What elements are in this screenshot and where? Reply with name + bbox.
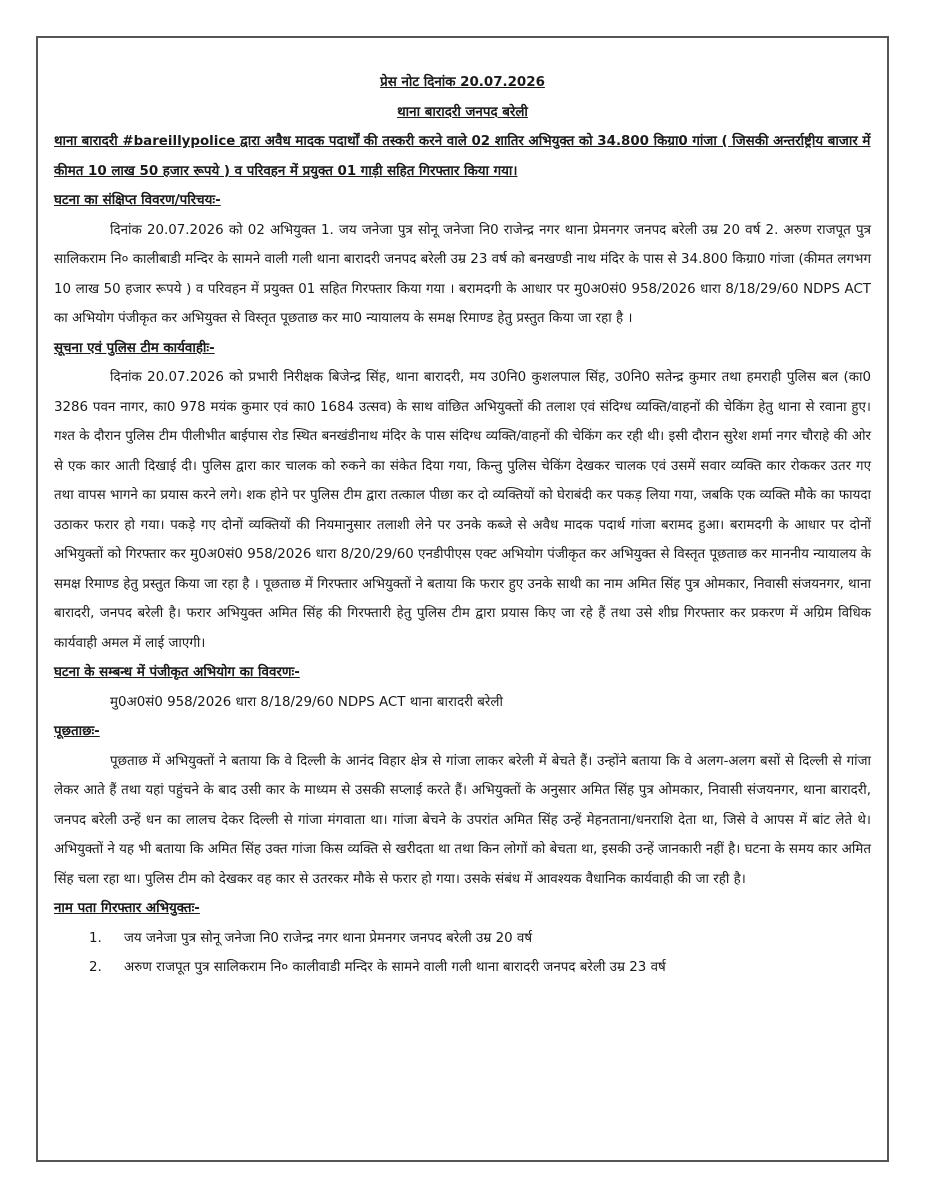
press-note-page — [36, 36, 889, 1162]
headline: थाना बारादरी #bareillypolice द्वारा अवैध मादक पदार्थों की तस्करी करने वाले 02 शातिर अभियुक्त को 34.800 किग्रा0 गांजा ( जिसकी अन्तर्राष्ट्रीय बाजार में कीमत 10 लाख 50 हजार रूपये ) व परिवहन में प्रयुक्त 01 गाड़ी सहित गिरफ्तार किया गया। — [54, 134, 871, 179]
section-heading-interrogation: पूछताछः- — [54, 724, 100, 739]
section-text-police-action: दिनांक 20.07.2026 को प्रभारी निरीक्षक बिजेन्द्र सिंह, थाना बारादरी, मय उ0नि0 कुशलपाल सिंह, उ0नि0 सतेन्द्र कुमार तथा हमराही पुलिस बल (का0 3286 पवन नागर, का0 978 मयंक कुमार एवं का0 1684 उत्सव) के साथ वांछित अभियुक्तों की तलाश एवं संदिग्ध व्यक्ति/वाहनों की चेकिंग हेतु थाना से रवाना हुए। गश्त के दौरान पुलिस टीम पीलीभीत बाईपास रोड स्थित बनखंडीनाथ मंदिर के पास संदिग्ध व्यक्ति/वाहनों की चेकिंग कर रही थी। इसी दौरान सुरेश शर्मा नगर चौराहे की ओर से एक कार आती दिखाई दी। पुलिस द्वारा कार चालक को रुकने का संकेत दिया गया, किन्तु पुलिस चेकिंग देखकर चालक एवं उसमें सवार व्यक्ति कार रोककर उतर गए तथा वापस भागने का प्रयास करने लगे। शक होने पर पुलिस टीम द्वारा तत्काल पीछा कर दो व्यक्तियों को घेराबंदी कर पकड़ लिया गया, जबकि एक व्यक्ति मौके का फायदा उठाकर फरार हो गया। पकड़े गए दोनों व्यक्तियों की नियमानुसार तलाशी लेने पर उनके कब्जे से अवैध मादक पदार्थ गांजा बरामद हुआ। बरामदगी के आधार पर दोनों अभियुक्तों को गिरफ्तार कर मु0अ0सं0 958/2026 धारा 8/20/29/60 एनडीपीएस एक्ट अभियोग पंजीकृत कर अभियुक्त से विस्तृत पूछताछ कर माननीय न्यायालय के समक्ष रिमाण्ड हेतु प्रस्तुत किया जा रहा है । पूछताछ में गिरफ्तार अभियुक्तों ने बताया कि फरार हुए उनके साथी का नाम अमित सिंह पुत्र ओमकार, निवासी संजयनगर, थाना बारादरी, जनपद बरेली है। फरार अभियुक्त अमित सिंह की गिरफ्तारी हेतु पुलिस टीम द्वारा प्रयास किए जा रहे हैं तथा उसे शीघ्र गिरफ्तार कर प्रकरण में अग्रिम विधिक कार्यवाही अमल में लाई जाएगी। — [54, 370, 871, 651]
accused-list — [54, 924, 871, 983]
section-heading-accused: नाम पता गिरफ्तार अभियुक्तः- — [54, 901, 200, 916]
title-line-1: प्रेस नोट दिनांक 20.07.2026 — [380, 75, 545, 90]
section-text-case-details: मु0अ0सं0 958/2026 धारा 8/18/29/60 NDPS ACT थाना बारादरी बरेली — [110, 694, 503, 710]
section-text-interrogation: पूछताछ में अभियुक्तों ने बताया कि वे दिल्ली के आनंद विहार क्षेत्र से गांजा लाकर बरेली में बेचते हैं। उन्होंने बताया कि वे अलग-अलग बसों से दिल्ली से गांजा लेकर आते हैं तथा यहां पहुंचने के बाद उसी कार के माध्यम से उसकी सप्लाई करते हैं। अभियुक्तों के अनुसार अमित सिंह पुत्र ओमकार, निवासी संजयनगर, थाना बारादरी, जनपद बरेली उन्हें धन का लालच देकर दिल्ली से गांजा मंगवाता था। गांजा बेचने के उपरांत अमित सिंह उन्हें मेहनताना/धनराशि देता था, जिसे वे आपस में बांट लेते थे। अभियुक्तों ने यह भी बताया कि अमित सिंह उक्त गांजा किस व्यक्ति से खरीदता था तथा किन लोगों को बेचता था, इसकी उन्हें जानकारी नहीं है। घटना के समय कार अमित सिंह चला रहा था। पुलिस टीम को देखकर वह कार से उतरकर मौके से फरार हो गया। उसके संबंध में आवश्यक वैधानिक कार्यवाही की जा रही है। — [54, 753, 872, 887]
list-item: 2. अरुण राजपूत पुत्र सालिकराम नि० कालीवाडी मन्दिर के सामने वाली गली थाना बारादरी जनपद बरेली उम्र 23 वर्ष — [106, 953, 871, 983]
section-heading-summary: घटना का संक्षिप्त विवरण/परिचयः- — [54, 193, 221, 208]
section-text-summary: दिनांक 20.07.2026 को 02 अभियुक्त 1. जय जनेजा पुत्र सोनू जनेजा नि0 राजेन्द्र नगर थाना प्रेमनगर जनपद बरेली उम्र 20 वर्ष 2. अरुण राजपूत पुत्र सालिकराम नि० कालीबाडी मन्दिर के सामने वाली गली थाना बारादरी जनपद बरेली उम्र 23 वर्ष को बनखण्डी नाथ मंदिर के पास से 34.800 किग्रा0 गांजा (कीमत लगभग 10 लाख 50 हजार रूपये ) व परिवहन में प्रयुक्त 01 सहित गिरफ्तार किया गया । बरामदगी के आधार पर मु0अ0सं0 958/2026 धारा 8/18/29/60 NDPS ACT का अभियोग पंजीकृत कर अभियुक्त से विस्तृत पूछताछ कर मा0 न्यायालय के समक्ष रिमाण्ड हेतु प्रस्तुत किया जा रहा है । — [54, 222, 871, 326]
list-item: 1. जय जनेजा पुत्र सोनू जनेजा नि0 राजेन्द्र नगर थाना प्रेमनगर जनपद बरेली उम्र 20 वर्ष — [106, 924, 871, 954]
section-heading-police-action: सूचना एवं पुलिस टीम कार्यवाहीः- — [54, 340, 215, 356]
section-heading-case-details: घटना के सम्बन्ध में पंजीकृत अभियोग का विवरणः- — [54, 665, 300, 680]
title-line-2: थाना बारादरी जनपद बरेली — [397, 104, 528, 120]
